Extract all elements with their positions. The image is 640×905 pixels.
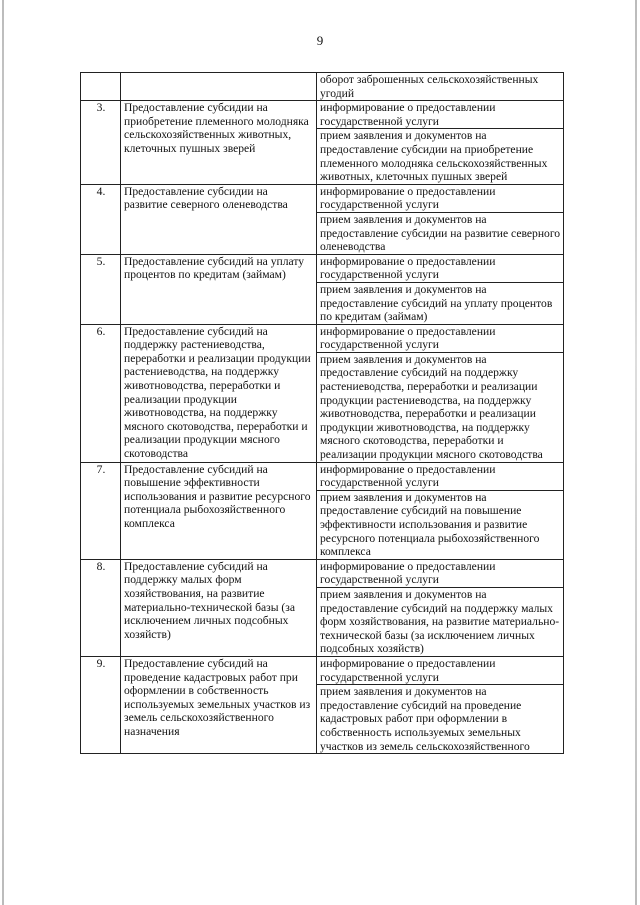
subservice-cell: прием заявления и документов на предоставление субсидий на повышение эффективности использования и развитие ресурсного потенциала рыбохозяйственного комплекса xyxy=(317,490,564,559)
service-name: Предоставление субсидий на уплату процентов по кредитам (займам) xyxy=(121,254,317,324)
subservice-cell: прием заявления и документов на предоставление субсидии на приобретение племенного молодняка сельскохозяйственных животных, клеточных пушных зверей xyxy=(317,129,564,184)
table-row xyxy=(81,462,564,490)
table-row xyxy=(81,559,564,587)
subservice-cell: информирование о предоставлении государственной услуги xyxy=(317,656,564,684)
row-number: 4. xyxy=(81,184,121,254)
row-number: 7. xyxy=(81,462,121,559)
scan-edge-right xyxy=(635,0,637,905)
subservice-cell: информирование о предоставлении государственной услуги xyxy=(317,184,564,212)
subservice-cell: информирование о предоставлении государственной услуги xyxy=(317,101,564,129)
subservice-cell: информирование о предоставлении государственной услуги xyxy=(317,254,564,282)
subservice-cell: прием заявления и документов на предоставление субсидий на уплату процентов по кредитам (займам) xyxy=(317,282,564,324)
subservice-cell: прием заявления и документов на предоставление субсидий на поддержку малых форм хозяйствования, на развитие материально-технической базы (за исключением личных подсобных хозяйств) xyxy=(317,587,564,656)
row-number: 8. xyxy=(81,559,121,656)
service-name: Предоставление субсидии на приобретение племенного молодняка сельскохозяйственных животных, клеточных пушных зверей xyxy=(121,101,317,185)
table-row xyxy=(81,324,564,352)
table-row xyxy=(81,254,564,282)
service-name xyxy=(121,73,317,101)
service-name: Предоставление субсидий на проведение кадастровых работ при оформлении в собственность используемых земельных участков из земель сельскохозяйственного назначения xyxy=(121,656,317,753)
page-number: 9 xyxy=(316,33,324,48)
scan-edge-left xyxy=(2,0,4,905)
services-table xyxy=(80,72,564,754)
service-name: Предоставление субсидий на поддержку растениеводства, переработки и реализации продукции растениеводства, на поддержку животноводства, переработки и реализации продукции животноводства, на поддержку мясного скотоводства, переработки и реализации продукции мясного скотоводства xyxy=(121,324,317,462)
subservice-cell: оборот заброшенных сельскохозяйственных угодий xyxy=(317,73,564,101)
row-number xyxy=(81,73,121,101)
table-row xyxy=(81,101,564,129)
row-number: 6. xyxy=(81,324,121,462)
service-name: Предоставление субсидий на повышение эффективности использования и развитие ресурсного потенциала рыбохозяйственного комплекса xyxy=(121,462,317,559)
row-number: 9. xyxy=(81,656,121,753)
subservice-cell: прием заявления и документов на предоставление субсидии на развитие северного оленеводства xyxy=(317,212,564,254)
subservice-cell: информирование о предоставлении государственной услуги xyxy=(317,324,564,352)
service-name: Предоставление субсидий на поддержку малых форм хозяйствования, на развитие материально-технической базы (за исключением личных подсобных хозяйств) xyxy=(121,559,317,656)
subservice-cell: прием заявления и документов на предоставление субсидий на проведение кадастровых работ при оформлении в собственность используемых земельных участков из земель сельскохозяйственного xyxy=(317,685,564,754)
subservice-cell: прием заявления и документов на предоставление субсидий на поддержку растениеводства, переработки и реализации продукции растениеводства, на поддержку животноводства, переработки и реализации продукции животноводства, на поддержку мясного скотоводства, переработки и реализации продукции мясного скотоводства xyxy=(317,352,564,462)
subservice-cell: информирование о предоставлении государственной услуги xyxy=(317,559,564,587)
row-number: 3. xyxy=(81,101,121,185)
service-name: Предоставление субсидии на развитие северного оленеводства xyxy=(121,184,317,254)
table-row xyxy=(81,656,564,684)
subservice-cell: информирование о предоставлении государственной услуги xyxy=(317,462,564,490)
table-row xyxy=(81,184,564,212)
row-number: 5. xyxy=(81,254,121,324)
table-row xyxy=(81,73,564,101)
